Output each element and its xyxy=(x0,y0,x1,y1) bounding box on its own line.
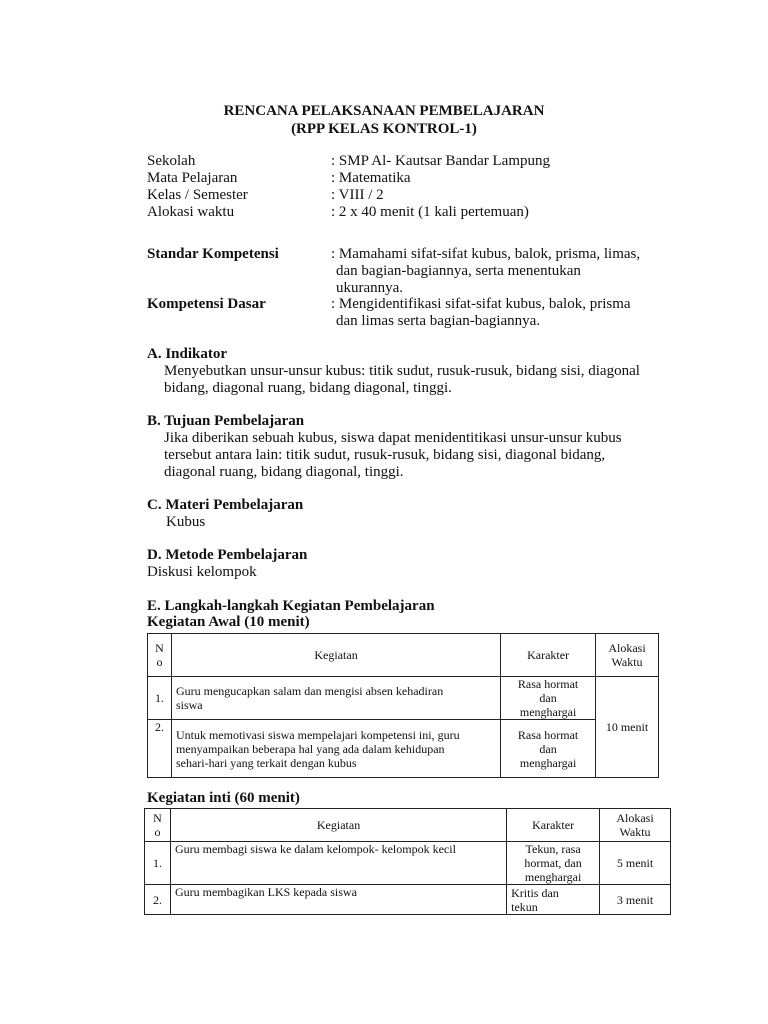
section-b-text: tersebut antara lain: titik sudut, rusuk-rusuk, bidang sisi, diagonal bidang, xyxy=(164,447,606,463)
row-kegiatan: Guru membagikan LKS kepada siswa xyxy=(170,885,506,915)
kegiatan-line: sehari-hari yang terkait dengan kubus xyxy=(175,755,357,770)
header-no xyxy=(145,809,171,842)
section-d-heading: D. Metode Pembelajaran xyxy=(147,547,308,563)
standar-kompetensi-line: dan bagian-bagiannya, serta menentukan xyxy=(336,263,581,279)
karakter-line: hormat, dan xyxy=(524,856,582,870)
kegiatan-line: Guru mengucapkan salam dan mengisi absen kehadiran xyxy=(175,684,444,698)
table-row xyxy=(145,842,671,885)
kegiatan-inti-table xyxy=(144,808,671,915)
section-a-text: bidang, diagonal ruang, bidang diagonal, tinggi. xyxy=(164,380,452,396)
info-label: Sekolah xyxy=(147,153,196,169)
info-label: Mata Pelajaran xyxy=(147,170,238,186)
karakter-line: Rasa hormat xyxy=(517,677,579,691)
kompetensi-dasar-line: dan limas serta bagian-bagiannya. xyxy=(336,313,541,329)
row-no: 2. xyxy=(148,720,172,778)
header-alokasi-line: Waktu xyxy=(611,655,643,669)
kegiatan-line: Untuk memotivasi siswa mempelajari kompetensi ini, guru xyxy=(175,727,460,742)
info-value: : VIII / 2 xyxy=(331,187,384,203)
standar-kompetensi-label: Standar Kompetensi xyxy=(147,246,279,262)
info-value: : 2 x 40 menit (1 kali pertemuan) xyxy=(331,204,529,220)
kegiatan-line: menyampaikan beberapa hal yang ada dalam kehidupan xyxy=(175,741,445,756)
table-row xyxy=(148,677,659,720)
karakter-line: Kritis dan xyxy=(511,885,559,900)
row-karakter xyxy=(501,720,596,778)
section-c-heading: C. Materi Pembelajaran xyxy=(147,497,304,513)
header-kegiatan: Kegiatan xyxy=(171,634,500,677)
kegiatan-inti-heading: Kegiatan inti (60 menit) xyxy=(147,790,300,806)
document-title: RENCANA PELAKSANAAN PEMBELAJARAN xyxy=(223,103,545,119)
row-karakter xyxy=(507,885,600,915)
standar-kompetensi-line: : Mamahami sifat-sifat kubus, balok, prisma, limas, xyxy=(331,246,641,262)
table-header-row xyxy=(145,809,671,842)
kegiatan-awal-heading: Kegiatan Awal (10 menit) xyxy=(147,614,310,630)
section-a-heading: A. Indikator xyxy=(147,346,228,362)
header-no-line: o xyxy=(154,825,161,839)
row-kegiatan xyxy=(171,677,500,720)
table-row xyxy=(145,885,671,915)
kegiatan-awal-table xyxy=(147,633,659,778)
section-c-text: Kubus xyxy=(166,514,206,530)
header-alokasi xyxy=(600,809,671,842)
row-no: 1. xyxy=(145,842,171,885)
info-value: : SMP Al- Kautsar Bandar Lampung xyxy=(331,153,551,169)
row-kegiatan xyxy=(171,720,500,778)
section-d-text: Diskusi kelompok xyxy=(147,564,257,580)
karakter-line: tekun xyxy=(511,899,538,914)
karakter-line: menghargai xyxy=(524,870,582,884)
info-label: Kelas / Semester xyxy=(147,187,248,203)
header-alokasi-line: Alokasi xyxy=(616,811,654,825)
row-alokasi: 5 menit xyxy=(600,842,671,885)
header-alokasi xyxy=(596,634,659,677)
document-subtitle: (RPP KELAS KONTROL-1) xyxy=(291,121,477,137)
row-no: 1. xyxy=(148,677,172,720)
karakter-line: Rasa hormat xyxy=(517,727,579,742)
table-row xyxy=(148,720,659,778)
karakter-line: menghargai xyxy=(519,755,577,770)
header-alokasi-line: Alokasi xyxy=(608,641,646,655)
info-value: : Matematika xyxy=(331,170,411,186)
section-b-heading: B. Tujuan Pembelajaran xyxy=(147,413,305,429)
header-karakter: Karakter xyxy=(507,809,600,842)
row-karakter xyxy=(501,677,596,720)
header-karakter: Karakter xyxy=(501,634,596,677)
header-kegiatan: Kegiatan xyxy=(170,809,506,842)
row-kegiatan: Guru membagi siswa ke dalam kelompok- kelompok kecil xyxy=(170,842,506,885)
kompetensi-dasar-label: Kompetensi Dasar xyxy=(147,296,266,312)
header-no-line: o xyxy=(156,655,163,669)
section-a-text: Menyebutkan unsur-unsur kubus: titik sudut, rusuk-rusuk, bidang sisi, diagonal xyxy=(164,363,640,379)
karakter-line: Tekun, rasa xyxy=(525,842,581,856)
table-header-row xyxy=(148,634,659,677)
row-alokasi: 3 menit xyxy=(600,885,671,915)
info-label: Alokasi waktu xyxy=(147,204,235,220)
karakter-line: dan xyxy=(539,691,557,705)
kegiatan-line: siswa xyxy=(175,698,203,712)
karakter-line: menghargai xyxy=(519,705,577,719)
header-no xyxy=(148,634,172,677)
karakter-line: dan xyxy=(539,741,557,756)
header-no-line: N xyxy=(153,811,162,825)
header-alokasi-line: Waktu xyxy=(619,825,651,839)
row-no: 2. xyxy=(145,885,171,915)
row-alokasi: 10 menit xyxy=(596,677,659,778)
row-karakter xyxy=(507,842,600,885)
standar-kompetensi-line: ukurannya. xyxy=(336,280,404,296)
header-no-line: N xyxy=(155,641,164,655)
section-b-text: diagonal ruang, bidang diagonal, tinggi. xyxy=(164,464,404,480)
section-b-text: Jika diberikan sebuah kubus, siswa dapat menidentitikasi unsur-unsur kubus xyxy=(164,430,622,446)
section-e-heading: E. Langkah-langkah Kegiatan Pembelajaran xyxy=(147,598,435,614)
kompetensi-dasar-line: : Mengidentifikasi sifat-sifat kubus, balok, prisma xyxy=(331,296,631,312)
